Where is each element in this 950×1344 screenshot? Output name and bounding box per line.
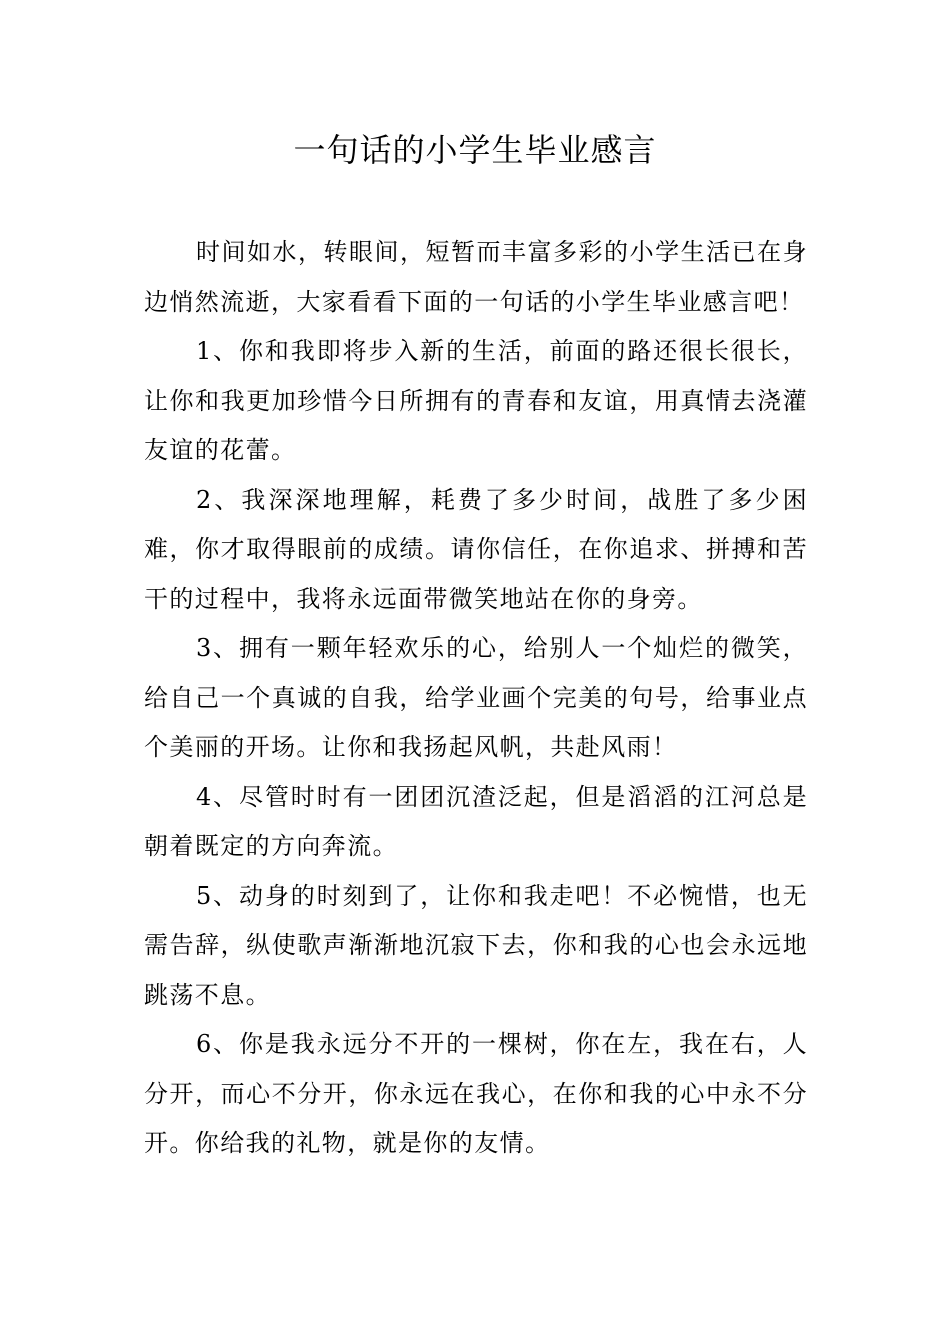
quote-paragraph-2: 2、我深深地理解，耗费了多少时间，战胜了多少困难，你才取得眼前的成绩。请你信任，在你追求、拼搏和苦干的过程中，我将永远面带微笑地站在你的身旁。 bbox=[144, 485, 808, 613]
quote-paragraph-3: 3、拥有一颗年轻欢乐的心，给别人一个灿烂的微笑，给自己一个真诚的自我，给学业画个完美的句号，给事业点个美丽的开场。让你和我扬起风帆，共赴风雨！ bbox=[144, 634, 808, 761]
intro-paragraph: 时间如水，转眼间，短暂而丰富多彩的小学生活已在身边悄然流逝，大家看看下面的一句话的小学生毕业感言吧！ bbox=[144, 238, 808, 316]
document-body bbox=[144, 228, 808, 1169]
quote-paragraph-6: 6、你是我永远分不开的一棵树，你在左，我在右，人分开，而心不分开，你永远在我心，在你和我的心中永不分开。你给我的礼物，就是你的友情。 bbox=[144, 1030, 808, 1157]
document-title: 一句话的小学生毕业感言 bbox=[293, 131, 657, 169]
quote-paragraph-5: 5、动身的时刻到了，让你和我走吧！不必惋惜，也无需告辞，纵使歌声渐渐地沉寂下去，你和我的心也会永远地跳荡不息。 bbox=[144, 881, 808, 1009]
quote-paragraph-4: 4、尽管时时有一团团沉渣泛起，但是滔滔的江河总是朝着既定的方向奔流。 bbox=[144, 782, 808, 860]
quote-paragraph-1: 1、你和我即将步入新的生活，前面的路还很长很长，让你和我更加珍惜今日所拥有的青春和友谊，用真情去浇灌友谊的花蕾。 bbox=[144, 337, 808, 464]
